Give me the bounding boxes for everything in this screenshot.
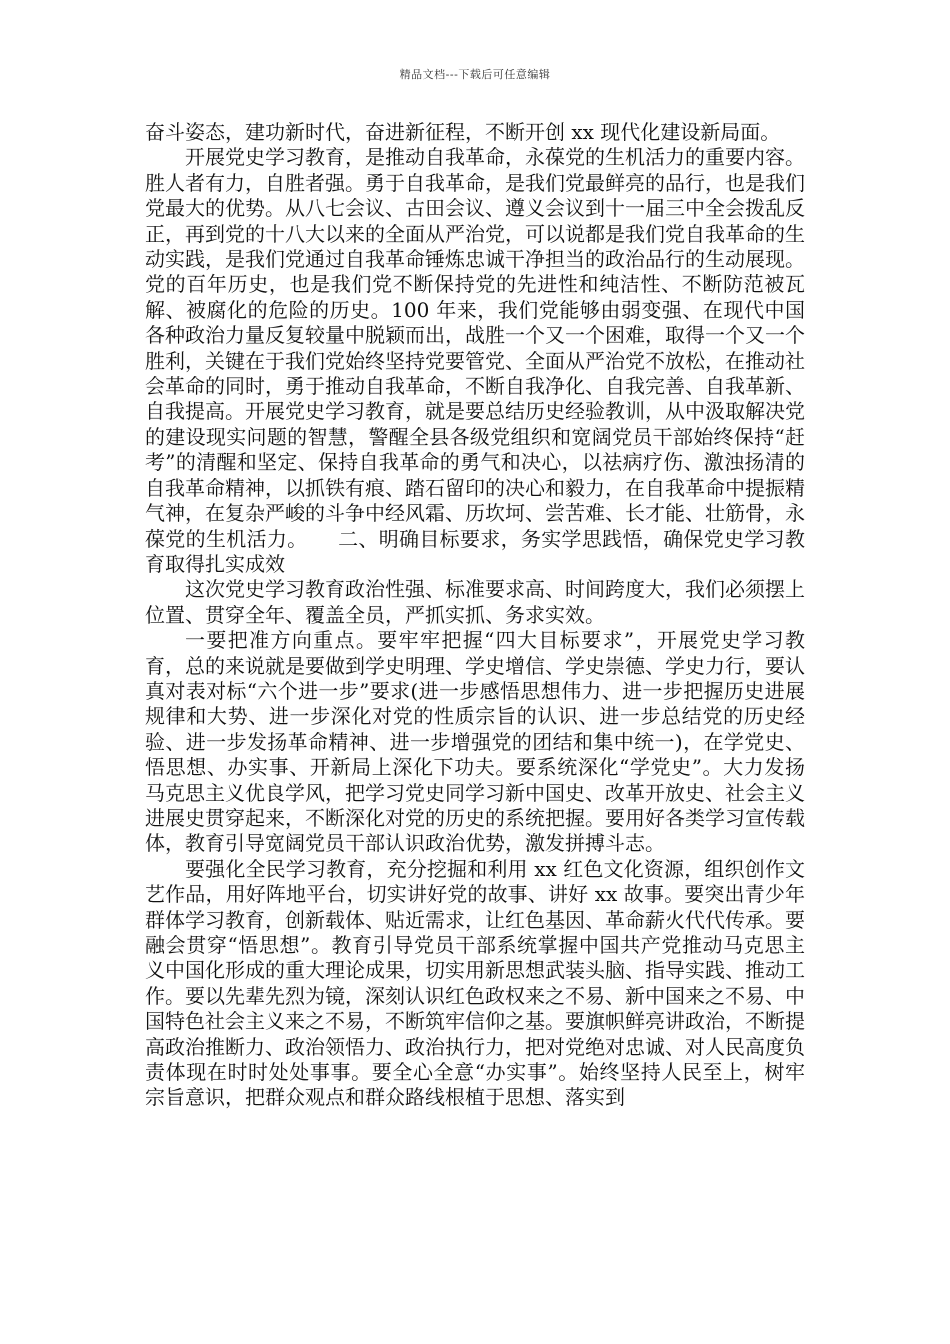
paragraph: 奋斗姿态，建功新时代，奋进新征程，不断开创 xx 现代化建设新局面。 [145,120,781,144]
paragraph: 这次党史学习教育政治性强、标准要求高、时间跨度大，我们必须摆上位置、贯穿全年、覆盖全员，严抓实抓、务求实效。 [145,577,805,627]
paragraph: 要强化全民学习教育，充分挖掘和利用 xx 红色文化资源，组织创作文艺作品，用好阵地平台，切实讲好党的故事、讲好 xx 故事。要突出青少年群体学习教育，创新载体、贴近需求，让红色基因、革命薪火代代传承。要融会贯穿“悟思想”。教育引导党员干部系统掌握中国共产党推动马克思主义中国化形成的重大理论成果，切实用新思想武装头脑、指导实践、推动工作。要以先辈先烈为镜，深刻认识红色政权来之不易、新中国来之不易、中国特色社会主义来之不易，不断筑牢信仰之基。要旗帜鲜亮讲政治，不断提高政治推断力、政治领悟力、政治执行力，把对党绝对忠诚、对人民高度负责体现在时时处处事事。要全心全意“办实事”。始终坚持人民至上，树牢宗旨意识，把群众观点和群众路线根植于思想、落实到 [145,856,805,1110]
paragraph: 一要把准方向重点。要牢牢把握“四大目标要求”，开展党史学习教育，总的来说就是要做到学史明理、学史增信、学史崇德、学史力行，要认真对表对标“六个进一步”要求(进一步感悟思想伟力、进一步把握历史进展规律和大势、进一步深化对党的性质宗旨的认识、进一步总结党的历史经验、进一步发扬革命精神、进一步增强党的团结和集中统一)，在学党史、悟思想、办实事、开新局上深化下功夫。要系统深化“学党史”。大力发扬马克思主义优良学风，把学习党史同学习新中国史、改革开放史、社会主义进展史贯穿起来，不断深化对党的历史的系统把握。要用好各类学习宣传载体，教育引导宽阔党员干部认识政治优势，激发拼搏斗志。 [145,628,805,856]
paragraph: 开展党史学习教育，是推动自我革命，永葆党的生机活力的重要内容。胜人者有力，自胜者强。勇于自我革命，是我们党最鲜亮的品行，也是我们党最大的优势。从八七会议、古田会议、遵义会议到十一届三中全会拨乱反正，再到党的十八大以来的全面从严治党，可以说都是我们党自我革命的生动实践，是我们党通过自我革命锤炼忠诚干净担当的政治品行的生动展现。党的百年历史，也是我们党不断保持党的先进性和纯洁性、不断防范被瓦解、被腐化的危险的历史。100 年来，我们党能够由弱变强、在现代中国各种政治力量反复较量中脱颖而出，战胜一个又一个困难，取得一个又一个胜利，关键在于我们党始终坚持党要管党、全面从严治党不放松，在推动社会革命的同时，勇于推动自我革命，不断自我净化、自我完善、自我革新、自我提高。开展党史学习教育，就是要总结历史经验教训，从中汲取解决党的建设现实问题的智慧，警醒全县各级党组织和宽阔党员干部始终保持“赶考”的清醒和坚定、保持自我革命的勇气和决心，以祛病疗伤、激浊扬清的自我革命精神，以抓铁有痕、踏石留印的决心和毅力，在自我革命中提振精气神，在复杂严峻的斗争中经风霜、历坎坷、尝苦难、长才能、壮筋骨，永葆党的生机活力。 二、明确目标要求，务实学思践悟，确保党史学习教育取得扎实成效 [145,145,805,576]
document-body [145,120,805,1111]
page-header: 精品文档---下载后可任意编辑 [399,68,551,81]
